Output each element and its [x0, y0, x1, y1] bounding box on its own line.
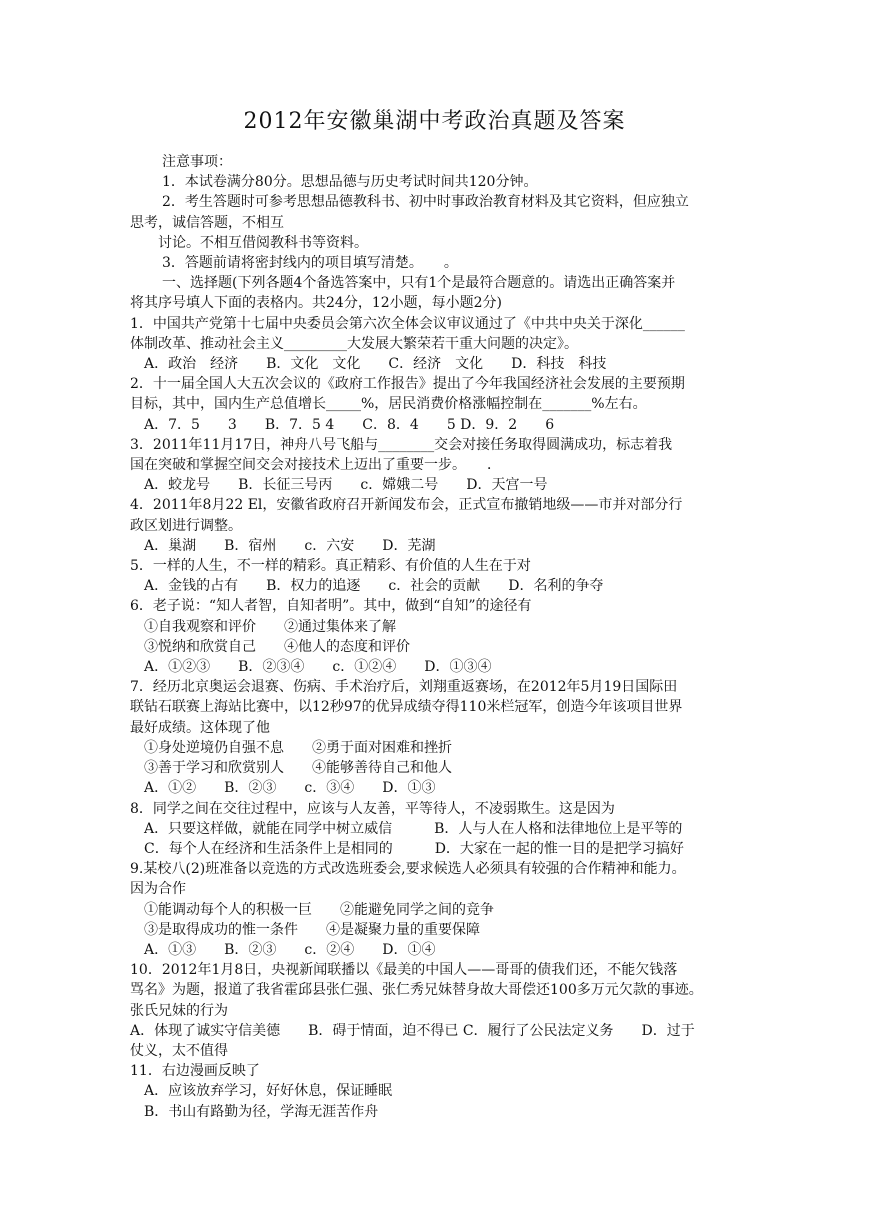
text-line: A．应该放弃学习，好好休息，保证睡眠: [144, 1083, 393, 1100]
text-line: 9.某校八(2)班准备以竞选的方式改选班委会,要求候选人必须具有较强的合作精神和能力。: [130, 861, 686, 878]
text-line: 联钻石联赛上海站比赛中，以12秒97的优异成绩夺得110米栏冠军，创造今年该项目世界: [130, 699, 683, 716]
text-line: 讨论。不相互借阅教科书等资料。: [158, 234, 368, 251]
text-line: A．①②③ B．②③④ c．①②④ D．①③④: [144, 659, 492, 676]
text-line: 因为合作: [130, 881, 186, 898]
text-line: ③是取得成功的惟一条件 ④是凝聚力量的重要保障: [144, 921, 480, 938]
text-line: A．金钱的占有 B．权力的追逐 c．社会的贡献 D．名利的争夺: [144, 578, 604, 595]
text-line: ①自我观察和评价 ②通过集体来了解: [144, 618, 396, 635]
text-line: 4．2011年8月22 El，安徽省政府召开新闻发布会，正式宣布撤销地级——市并对部分行: [130, 497, 683, 514]
text-line: 2．十一届全国人大五次会议的《政府工作报告》提出了今年我国经济社会发展的主要预期: [130, 376, 685, 393]
text-line: 2．考生答题时可参考思想品德教科书、初中时事政治教育材料及其它资料，但应独立: [162, 194, 689, 211]
text-line: 11．右边漫画反映了: [130, 1063, 260, 1080]
text-line: 1．中国共产党第十七届中央委员会第六次全体会议审议通过了《中共中央关于深化______: [130, 315, 685, 332]
text-line: A．巢湖 B．宿州 c．六安 D．芜湖: [144, 537, 436, 554]
text-line: 国在突破和掌握空间交会对接技术上迈出了重要一步。 ．: [130, 457, 501, 474]
text-line: C．每个人在经济和生活条件上是相同的 D．大家在一起的惟一目的是把学习搞好: [144, 840, 684, 857]
text-line: 7．经历北京奥运会退赛、伤病、手术治疗后，刘翔重返赛场，在2012年5月19日国际田: [130, 679, 678, 696]
text-line: ③善于学习和欣赏别人 ④能够善待自己和他人: [144, 760, 452, 777]
text-line: A．体现了诚实守信美德 B．碍于情面，迫不得已 C．履行了公民法定义务 D．过于: [130, 1022, 695, 1039]
text-line: B．书山有路勤为径，学海无涯苦作舟: [144, 1103, 379, 1120]
text-line: 将其序号填人下面的表格内。共24分，12小题，每小题2分): [130, 295, 502, 312]
text-line: A．只要这样做，就能在同学中树立威信 B．人与人在人格和法律地位上是平等的: [144, 820, 683, 837]
text-line: 注意事项：: [162, 154, 232, 170]
text-line: 目标，其中，国内生产总值增长_____%，居民消费价格涨幅控制在_______%左右。: [130, 396, 647, 413]
text-line: A．①③ B．②③ c．②④ D．①④: [144, 941, 436, 958]
text-line: 思考，诚信答题，不相互: [130, 214, 284, 231]
text-line: A．政治 经济 B．文化 文化 C．经济 文化 D．科技 科技: [144, 356, 607, 373]
text-line: 张氏兄妹的行为: [130, 1002, 228, 1019]
text-line: 最好成绩。这体现了他: [130, 719, 270, 736]
text-line: 3．2011年11月17日，神舟八号飞船与________交会对接任务取得圆满成功，标志着我: [130, 436, 673, 453]
text-line: ③悦纳和欣赏自己 ④他人的态度和评价: [144, 638, 410, 655]
text-line: 8．同学之间在交往过程中，应该与人友善，平等待人，不凌弱欺生。这是因为: [130, 800, 615, 817]
text-line: A．①② B．②③ c．③④ D．①③: [144, 780, 436, 797]
text-line: 3．答题前请将密封线内的项目填写清楚。 。: [162, 255, 458, 272]
text-line: 1．本试卷满分80分。思想品德与历史考试时间共120分钟。: [162, 174, 538, 191]
document-body: [130, 152, 742, 1122]
text-line: 体制改革、推动社会主义_________大发展大繁荣若干重大问题的决定》。: [130, 335, 578, 352]
text-line: A．7．5 3 B．7．5 4 C．8．4 5 D．9．2 6: [144, 416, 555, 433]
text-line: A．蛟龙号 B．长征三号丙 c．嫦娥二号 D．天宫一号: [144, 477, 548, 494]
text-line: 仗义，太不值得: [130, 1042, 228, 1059]
text-line: 6．老子说：“知人者智，自知者明”。其中，做到“自知”的途径有: [130, 598, 532, 615]
text-line: ①能调动每个人的积极一巨 ②能避免同学之间的竞争: [144, 901, 494, 918]
text-line: 5．一样的人生，不一样的精彩。真正精彩、有价值的人生在于对: [130, 558, 531, 575]
text-line: 10．2012年1月8日，央视新闻联播以《最美的中国人——哥哥的债我们还，不能欠钱落: [130, 962, 678, 979]
text-line: 一、选择题(下列各题4个备选答案中，只有1个是最符合题意的。请选出正确答案并: [162, 275, 676, 292]
text-line: 骂名》为题，报道了我省霍邱县张仁强、张仁秀兄妹替身故大哥偿还100多万元欠款的事迹。: [130, 982, 703, 999]
text-line: 政区划进行调整。: [130, 517, 242, 534]
document-title: 2012年安徽巢湖中考政治真题及答案: [243, 109, 626, 134]
text-line: ①身处逆境仍自强不息 ②勇于面对困难和挫折: [144, 739, 452, 756]
